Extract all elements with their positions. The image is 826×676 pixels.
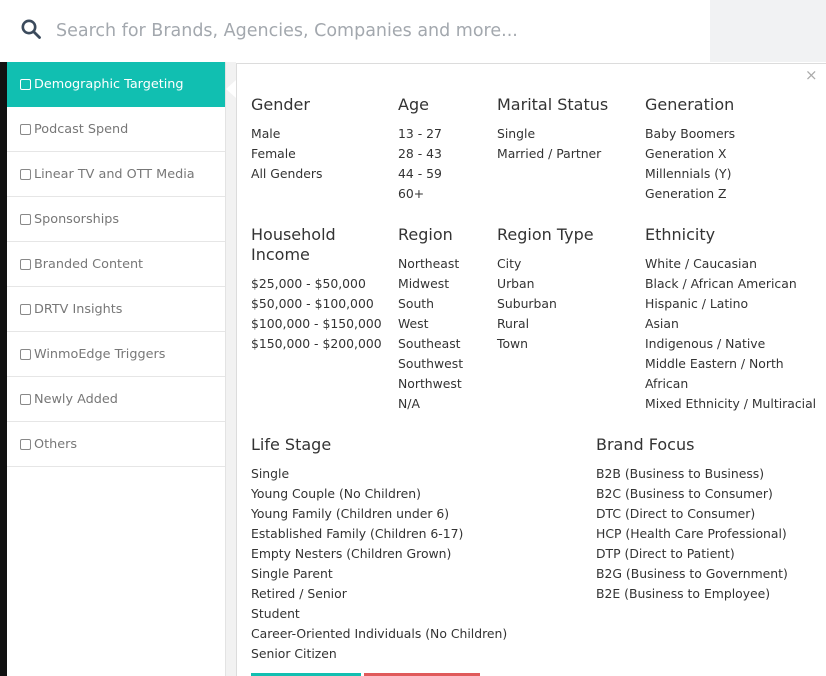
option-young-family[interactable]: Young Family (Children under 6) [251, 506, 450, 521]
option-rural[interactable]: Rural [497, 316, 530, 331]
sidebar-item-demographic-targeting[interactable] [7, 62, 225, 107]
option-mixed-ethnicity[interactable]: Mixed Ethnicity / Multiracial [645, 396, 817, 411]
sidebar-item-linear-tv-ott[interactable] [7, 152, 225, 197]
section-title: Age [398, 95, 429, 114]
option-retired-senior[interactable]: Retired / Senior [251, 586, 347, 601]
option-single-parent[interactable]: Single Parent [251, 566, 333, 581]
option-dtc[interactable]: DTC (Direct to Consumer) [596, 506, 756, 521]
option-generation-x[interactable]: Generation X [645, 146, 727, 161]
option-female[interactable]: Female [251, 146, 296, 161]
brand-focus-section [596, 435, 788, 604]
option-white-caucasian[interactable]: White / Caucasian [645, 256, 757, 271]
generation-section [645, 95, 735, 204]
panel-pointer-arrow [226, 80, 236, 98]
option-established-family[interactable]: Established Family (Children 6-17) [251, 526, 464, 541]
gender-section [251, 95, 322, 184]
checkbox-icon[interactable] [20, 259, 31, 270]
sidebar-item-label: Branded Content [34, 256, 144, 272]
life-stage-section [251, 435, 507, 664]
option-b2e[interactable]: B2E (Business to Employee) [596, 586, 771, 601]
option-married-partner[interactable]: Married / Partner [497, 146, 602, 161]
sidebar-item-drtv-insights[interactable] [7, 287, 225, 332]
option-senior-citizen[interactable]: Senior Citizen [251, 646, 337, 661]
option-millennials[interactable]: Millennials (Y) [645, 166, 732, 181]
option-b2g[interactable]: B2G (Business to Government) [596, 566, 788, 581]
option-income-50-100k[interactable]: $50,000 - $100,000 [251, 296, 374, 311]
section-title: Brand Focus [596, 435, 695, 454]
option-city[interactable]: City [497, 256, 522, 271]
region-type-section [497, 225, 594, 354]
sidebar-item-others[interactable] [7, 422, 225, 467]
option-hispanic-latino[interactable]: Hispanic / Latino [645, 296, 749, 311]
option-urban[interactable]: Urban [497, 276, 535, 291]
option-age-28-43[interactable]: 28 - 43 [398, 146, 442, 161]
section-title: Region [398, 225, 453, 244]
option-town[interactable]: Town [497, 336, 529, 351]
option-all-genders[interactable]: All Genders [251, 166, 323, 181]
option-income-150-200k[interactable]: $150,000 - $200,000 [251, 336, 382, 351]
filter-sidebar [7, 62, 226, 676]
section-title [251, 225, 382, 265]
ethnicity-section [645, 225, 816, 414]
option-young-couple[interactable]: Young Couple (No Children) [251, 486, 421, 501]
sidebar-item-label: Others [34, 436, 78, 452]
option-midwest[interactable]: Midwest [398, 276, 450, 291]
section-title: Ethnicity [645, 225, 716, 244]
option-age-44-59[interactable]: 44 - 59 [398, 166, 442, 181]
checkbox-icon[interactable] [20, 349, 31, 360]
header-right-area [710, 0, 826, 62]
sidebar-item-label: DRTV Insights [34, 301, 123, 317]
option-income-25-50k[interactable]: $25,000 - $50,000 [251, 276, 366, 291]
option-indigenous-native[interactable]: Indigenous / Native [645, 336, 766, 351]
option-age-13-27[interactable]: 13 - 27 [398, 126, 442, 141]
sidebar-item-podcast-spend[interactable] [7, 107, 225, 152]
sidebar-item-label: Demographic Targeting [34, 76, 184, 92]
checkbox-icon[interactable] [20, 439, 31, 450]
age-section [398, 95, 442, 204]
sidebar-item-branded-content[interactable] [7, 242, 225, 287]
option-career-oriented[interactable]: Career-Oriented Individuals (No Children) [251, 626, 508, 641]
checkbox-icon[interactable] [20, 169, 31, 180]
checkbox-icon[interactable] [20, 214, 31, 225]
section-title: Marital Status [497, 95, 609, 114]
option-southwest[interactable]: Southwest [398, 356, 464, 371]
content-gap [226, 62, 236, 676]
option-northwest[interactable]: Northwest [398, 376, 462, 391]
close-icon[interactable]: × [805, 66, 818, 84]
section-title: Life Stage [251, 435, 332, 454]
option-northeast[interactable]: Northeast [398, 256, 460, 271]
option-region-na[interactable]: N/A [398, 396, 420, 411]
sidebar-item-winmoedge-triggers[interactable] [7, 332, 225, 377]
checkbox-icon[interactable] [20, 304, 31, 315]
option-empty-nesters[interactable]: Empty Nesters (Children Grown) [251, 546, 452, 561]
option-hcp[interactable]: HCP (Health Care Professional) [596, 526, 787, 541]
sidebar-item-label: Linear TV and OTT Media [34, 166, 195, 182]
option-west[interactable]: West [398, 316, 429, 331]
sidebar-item-newly-added[interactable] [7, 377, 225, 422]
option-middle-eastern-north-african[interactable]: Middle Eastern / North [645, 356, 784, 371]
option-suburban[interactable]: Suburban [497, 296, 557, 311]
household-income-section [251, 225, 382, 354]
search-input[interactable] [56, 14, 696, 48]
sidebar-item-sponsorships[interactable] [7, 197, 225, 242]
section-title: Region Type [497, 225, 594, 244]
section-title: Gender [251, 95, 310, 114]
checkbox-icon[interactable] [20, 79, 31, 90]
option-south[interactable]: South [398, 296, 435, 311]
option-single[interactable]: Single [497, 126, 536, 141]
left-edge-strip [0, 62, 7, 676]
title-line: Income [251, 245, 310, 264]
sidebar-item-label: Newly Added [34, 391, 118, 407]
search-bar [0, 0, 710, 62]
marital-status-section [497, 95, 608, 164]
option-male[interactable]: Male [251, 126, 281, 141]
checkbox-icon[interactable] [20, 124, 31, 135]
option-middle-eastern-north-african-cont[interactable]: African [645, 376, 689, 391]
option-southeast[interactable]: Southeast [398, 336, 461, 351]
sidebar-item-label: WinmoEdge Triggers [34, 346, 166, 362]
checkbox-icon[interactable] [20, 394, 31, 405]
option-student[interactable]: Student [251, 606, 300, 621]
option-generation-z[interactable]: Generation Z [645, 186, 727, 201]
option-b2b[interactable]: B2B (Business to Business) [596, 466, 765, 481]
sidebar-item-label: Sponsorships [34, 211, 120, 227]
option-age-60-plus[interactable]: 60+ [398, 186, 425, 201]
option-income-100-150k[interactable]: $100,000 - $150,000 [251, 316, 382, 331]
option-b2c[interactable]: B2C (Business to Consumer) [596, 486, 773, 501]
region-section [398, 225, 463, 414]
search-icon[interactable] [20, 18, 42, 40]
sidebar-item-label: Podcast Spend [34, 121, 129, 137]
section-title: Generation [645, 95, 735, 114]
option-black-african-american[interactable]: Black / African American [645, 276, 797, 291]
option-life-single[interactable]: Single [251, 466, 290, 481]
option-dtp[interactable]: DTP (Direct to Patient) [596, 546, 735, 561]
option-asian[interactable]: Asian [645, 316, 679, 331]
title-line: Household [251, 225, 336, 244]
option-baby-boomers[interactable]: Baby Boomers [645, 126, 736, 141]
